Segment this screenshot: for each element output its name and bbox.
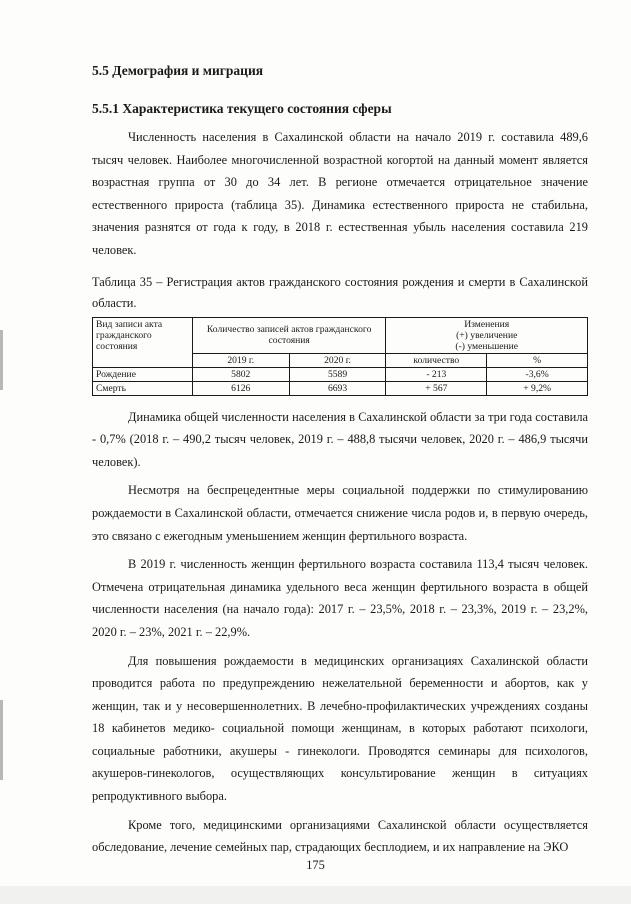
subsection-title: 5.5.1 Характеристика текущего состояния сферы [92, 101, 392, 116]
table-subheader-2020: 2020 г. [289, 353, 386, 367]
paragraph: В 2019 г. численность женщин фертильного возраста составила 113,4 тысяч человек. Отмечена отрицательная динамика удельного веса женщин фертильного возраста в общей численности населения (на начало года): 2017 г. – 23,5%, 2018 г. – 23,3%, 2019 г. – 23,2%, 2020 г. – 23%, 2021 г. – 22,9%. [92, 557, 588, 639]
table-cell-2020: 5589 [289, 367, 386, 381]
table-header-changes-title: Изменения [464, 318, 510, 330]
paragraph: Динамика общей численности населения в Сахалинской области за три года составила - 0,7% (2018 г. – 490,2 тысяч человек, 2019 г. – 488,8 тысячи человек, 2020 г. – 486,9 тысячи человек). [92, 409, 588, 469]
table-cell-percent: + 9,2% [487, 381, 588, 395]
page-number: 175 [306, 858, 325, 872]
scan-edge-mark [0, 330, 3, 390]
paragraph: Несмотря на беспрецедентные меры социальной поддержки по стимулированию рождаемости в Сахалинской области, отмечается снижение числа родов и, в первую очередь, это связано с ежегодным уменьшением женщин фертильного возраста. [92, 483, 588, 543]
page-content [92, 62, 588, 859]
table-cell-percent: -3,6% [487, 367, 588, 381]
births-deaths-table [92, 317, 588, 396]
paragraph: Кроме того, медицинскими организациями Сахалинской области осуществляется обследование, лечение семейных пар, страдающих бесплодием, и их направление на ЭКО [92, 817, 588, 855]
table-row [93, 381, 588, 395]
table-subheader-2019: 2019 г. [192, 353, 289, 367]
scan-bottom-band [0, 886, 631, 904]
table-subheader-count: количество [386, 353, 487, 367]
table-cell-2019: 5802 [192, 367, 289, 381]
table-row [93, 367, 588, 381]
section-title: 5.5 Демография и миграция [92, 63, 264, 78]
paragraph: Для повышения рождаемости в медицинских организациях Сахалинской области проводится работа по предупреждению нежелательной беременности и абортов, как у женщин, так и у несовершеннолетних. В лечебно-профилактических учреждениях созданы 18 кабинетов медико- социальной помощи женщинам, в которых работают психологи, социальные работники, акушеры - гинекологи. Проводятся семинары для психологов, акушеров-гинекологов, осуществляющих консультирование женщин в ситуациях репродуктивного выбора. [92, 653, 588, 804]
table-header-changes-decrease: (-) уменьшение [455, 340, 519, 352]
paragraph: Численность населения в Сахалинской области на начало 2019 г. составила 489,6 тысяч человек. Наиболее многочисленной возрастной когортой на данный момент является возрастная группа от 30 до 34 лет. В регионе отмечается отрицательное значение естественного прироста (таблица 35). Динамика естественного прироста не стабильна, значения разнятся от года к году, в 2018 г. естественная убыль населения составила 219 человек. [92, 130, 588, 257]
table-cell-label: Рождение [93, 367, 193, 381]
table-header-record-type: Вид записи акта гражданского состояния [93, 317, 193, 367]
table-header-record-count: Количество записей актов гражданского состояния [192, 317, 386, 353]
table-caption: Таблица 35 – Регистрация актов гражданского состояния рождения и смерти в Сахалинской области. [92, 274, 588, 310]
table-cell-2020: 6693 [289, 381, 386, 395]
scan-edge-mark [0, 700, 3, 780]
table-cell-label: Смерть [93, 381, 193, 395]
table-header-changes-increase: (+) увеличение [456, 329, 518, 341]
table-header-row [93, 317, 588, 353]
table-cell-2019: 6126 [192, 381, 289, 395]
table-cell-count: + 567 [386, 381, 487, 395]
table-subheader-percent: % [487, 353, 588, 367]
table-cell-count: - 213 [386, 367, 487, 381]
table-header-changes [386, 317, 588, 353]
